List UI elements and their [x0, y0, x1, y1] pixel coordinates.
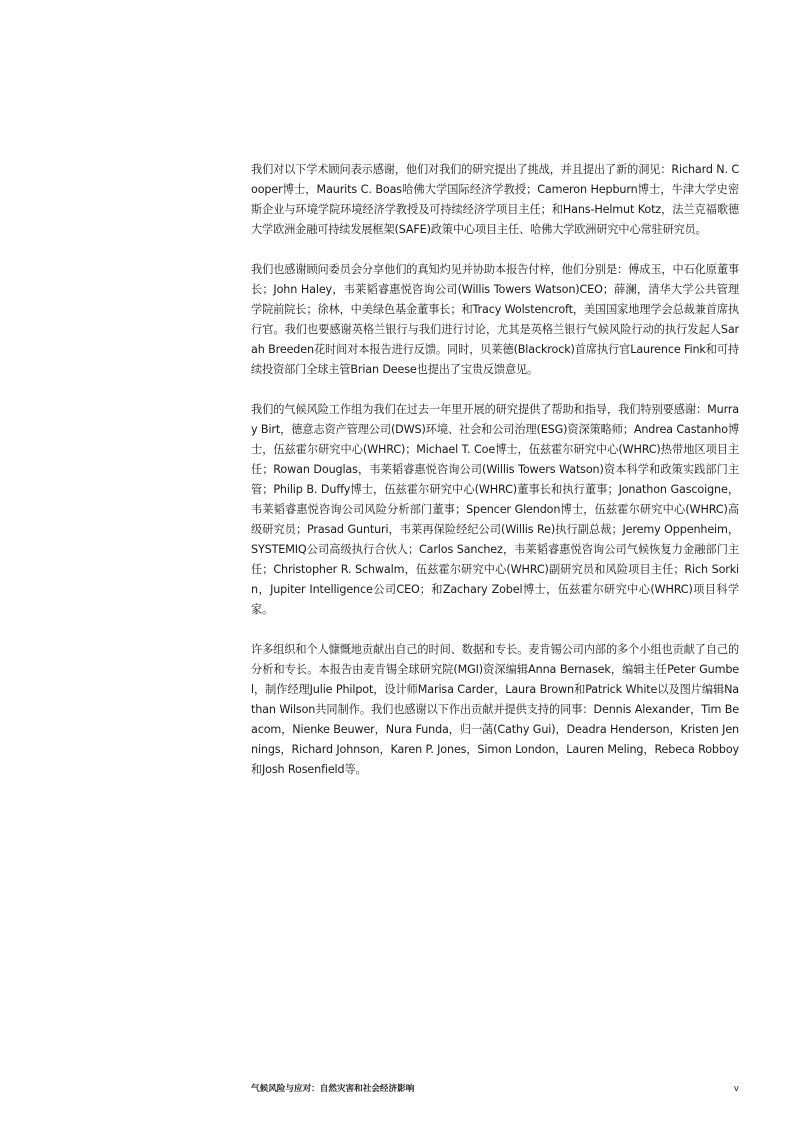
paragraph-contributors: 许多组织和个人慷慨地贡献出自己的时间、数据和专长。麦肯锡公司内部的多个小组也贡献了自己的分析和专长。本报告由麦肯锡全球研究院(MGI)资深编辑Anna Bernasek，编辑主任Peter Gumbel，制作经理Julie Philpot，设计师Marisa Carder，Laura Brown和Patrick White以及图片编辑Nathan Wilson共同制作。我们也感谢以下作出贡献并提供支持的同事：Dennis Alexander，Tim Beacom，Nienke Beuwer，Nura Funda，归一菡(Cathy Gui)，Deadra Henderson，Kristen Jennings，Richard Johnson，Karen P. Jones，Simon London，Lauren Meling，Rebeca Robboy和Josh Rosenfield等。	[251, 643, 739, 776]
page-number: v	[733, 1084, 739, 1094]
report-title: 气候风险与应对：自然灾害和社会经济影响	[251, 1084, 415, 1094]
acknowledgements-body	[251, 160, 739, 800]
paragraph-climate-risk-group: 我们的气候风险工作组为我们在过去一年里开展的研究提供了帮助和指导，我们特别要感谢：Murray Birt，德意志资产管理公司(DWS)环境、社会和公司治理(ESG)资深策略师；Andrea Castanho博士，伍兹霍尔研究中心(WHRC)；Michael T. Coe博士，伍兹霍尔研究中心(WHRC)热带地区项目主任；Rowan Douglas，韦莱韬睿惠悦咨询公司(Willis Towers Watson)资本科学和政策实践部门主管；Philip B. Duffy博士，伍兹霍尔研究中心(WHRC)董事长和执行董事；Jonathon Gascoigne，韦莱韬睿惠悦咨询公司风险分析部门董事；Spencer Glendon博士，伍兹霍尔研究中心(WHRC)高级研究员；Prasad Gunturi，韦莱再保险经纪公司(Willis Re)执行副总裁；Jeremy Oppenheim，SYSTEMIQ公司高级执行合伙人；Carlos Sanchez，韦莱韬睿惠悦咨询公司气候恢复力金融部门主任；Christopher R. Schwalm，伍兹霍尔研究中心(WHRC)副研究员和风险项目主任；Rich Sorkin，Jupiter Intelligence公司CEO；和Zachary Zobel博士，伍兹霍尔研究中心(WHRC)项目科学家。	[251, 403, 739, 616]
paragraph-academic-advisers: 我们对以下学术顾问表示感谢，他们对我们的研究提出了挑战，并且提出了新的洞见：Richard N. Cooper博士，Maurits C. Boas哈佛大学国际经济学教授；Cameron Hepburn博士，牛津大学史密斯企业与环境学院环境经济学教授及可持续经济学项目主任；和Hans-Helmut Kotz，法兰克福歌德大学欧洲金融可持续发展框架(SAFE)政策中心项目主任、哈佛大学欧洲研究中心常驻研究员。	[251, 163, 739, 236]
paragraph-advisory-board: 我们也感谢顾问委员会分享他们的真知灼见并协助本报告付梓，他们分别是：傅成玉，中石化原董事长；John Haley，韦莱韬睿惠悦咨询公司(Willis Towers Watson)CEO；薛澜，清华大学公共管理学院前院长；徐林，中美绿色基金董事长；和Tracy Wolstencroft，美国国家地理学会总裁兼首席执行官。我们也要感谢英格兰银行与我们进行讨论，尤其是英格兰银行气候风险行动的执行发起人Sarah Breeden花时间对本报告进行反馈。同时，贝莱德(Blackrock)首席执行官Laurence Fink和可持续投资部门全球主管Brian Deese也提出了宝贵反馈意见。	[251, 263, 739, 376]
page-footer	[251, 1081, 739, 1097]
